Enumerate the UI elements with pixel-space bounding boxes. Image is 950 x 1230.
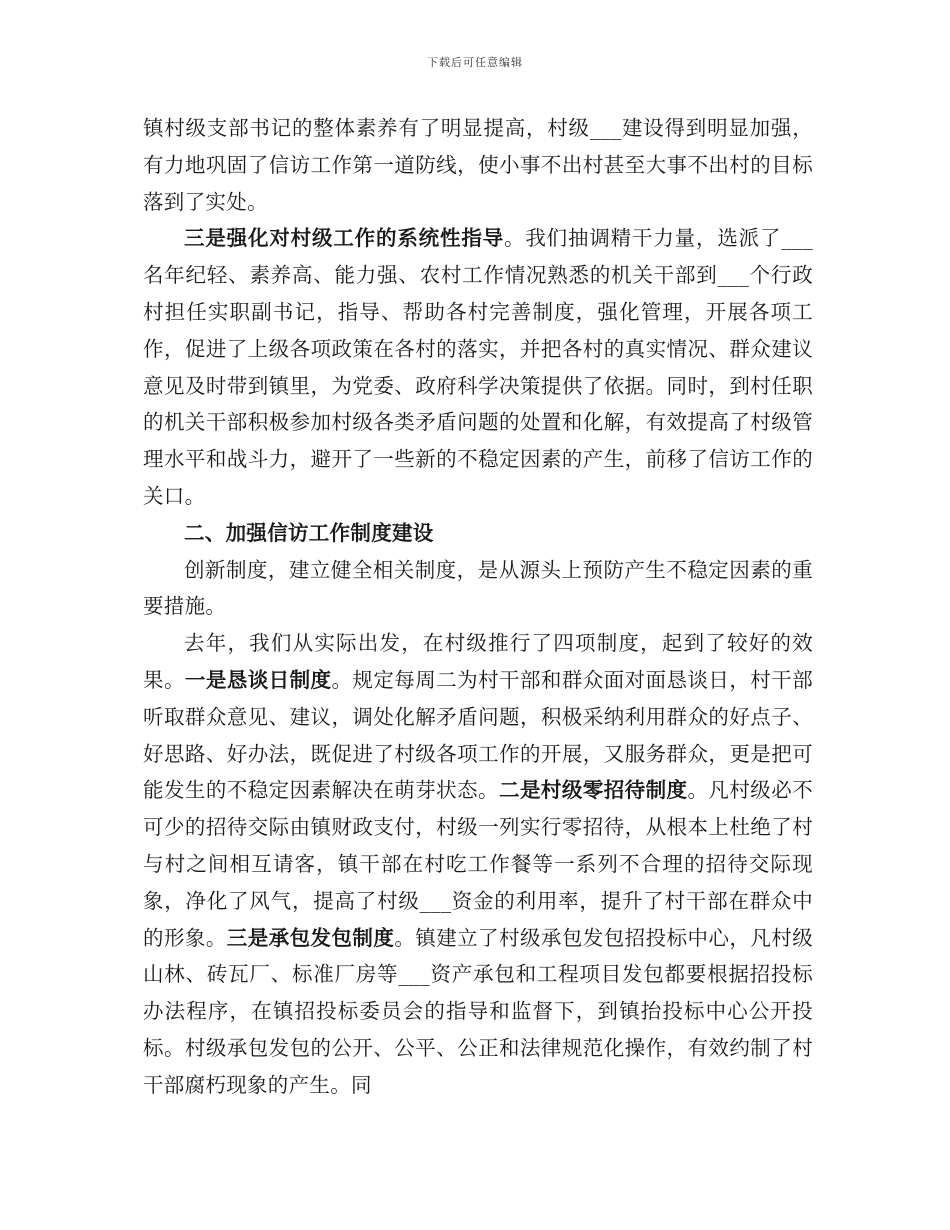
header-note: 下载后可任意编辑 xyxy=(427,56,523,69)
paragraph-guidance xyxy=(143,220,813,514)
document-body xyxy=(143,110,813,1104)
section-heading: 二、加强信访工作制度建设 xyxy=(184,520,434,545)
paragraph-text: 去年，我们从实际出发，在村级推行了四项制度，起到了较好的效果。 xyxy=(143,631,813,692)
paragraph-intro: 创新制度，建立健全相关制度，是从源头上预防产生不稳定因素的重要措施。 xyxy=(143,557,813,619)
paragraph-text: 。规定每周二为村干部和群众面对面恳谈日，村干部听取群众意见、建议，调处化解矛盾问题，积极采纳利用群众的好点子、好思路、好办法，既促进了村级各项工作的开展，又服务群众，更是把可能发生的不稳定因素解决在萌芽状态。 xyxy=(143,667,813,803)
system-heading-2: 二是村级零招待制度 xyxy=(499,778,688,803)
paragraph-systems xyxy=(143,625,813,1103)
paragraph-text: 。凡村级必不可少的招待交际由镇财政支付，村级一列实行零招待，从根本上杜绝了村与村之间相互请客，镇干部在村吃工作餐等一系列不合理的招待交际现象，净化了风气，提高了村级___资金的利用率，提升了村干部在群众中的形象。 xyxy=(143,778,813,950)
paragraph-continuation: 镇村级支部书记的整体素养有了明显提高，村级___建设得到明显加强，有力地巩固了信访工作第一道防线，使小事不出村甚至大事不出村的目标落到了实处。 xyxy=(143,116,813,214)
system-heading-3: 三是承包发包制度 xyxy=(226,925,395,950)
paragraph-lead-heading: 三是强化对村级工作的系统性指导 xyxy=(184,226,505,251)
system-heading-1: 一是恳谈日制度 xyxy=(184,667,332,692)
paragraph-text: 。我们抽调精干力量，选派了___名年纪轻、素养高、能力强、农村工作情况熟悉的机关干部到___个行政村担任实职副书记，指导、帮助各村完善制度，强化管理，开展各项工作，促进了上级各项政策在各村的落实，并把各村的真实情况、群众建议意见及时带到镇里，为党委、政府科学决策提供了依据。同时，到村任职的机关干部积极参加村级各类矛盾问题的处置和化解，有效提高了村级管理水平和战斗力，避开了一些新的不稳定因素的产生，前移了信访工作的关口。 xyxy=(143,226,813,508)
paragraph-text: 。镇建立了村级承包发包招投标中心，凡村级山林、砖瓦厂、标准厂房等___资产承包和工程项目发包都要根据招投标办法程序，在镇招投标委员会的指导和监督下，到镇抬投标中心公开投标。村级承包发包的公开、公平、公正和法律规范化操作，有效约制了村干部腐朽现象的产生。同 xyxy=(143,925,814,1097)
